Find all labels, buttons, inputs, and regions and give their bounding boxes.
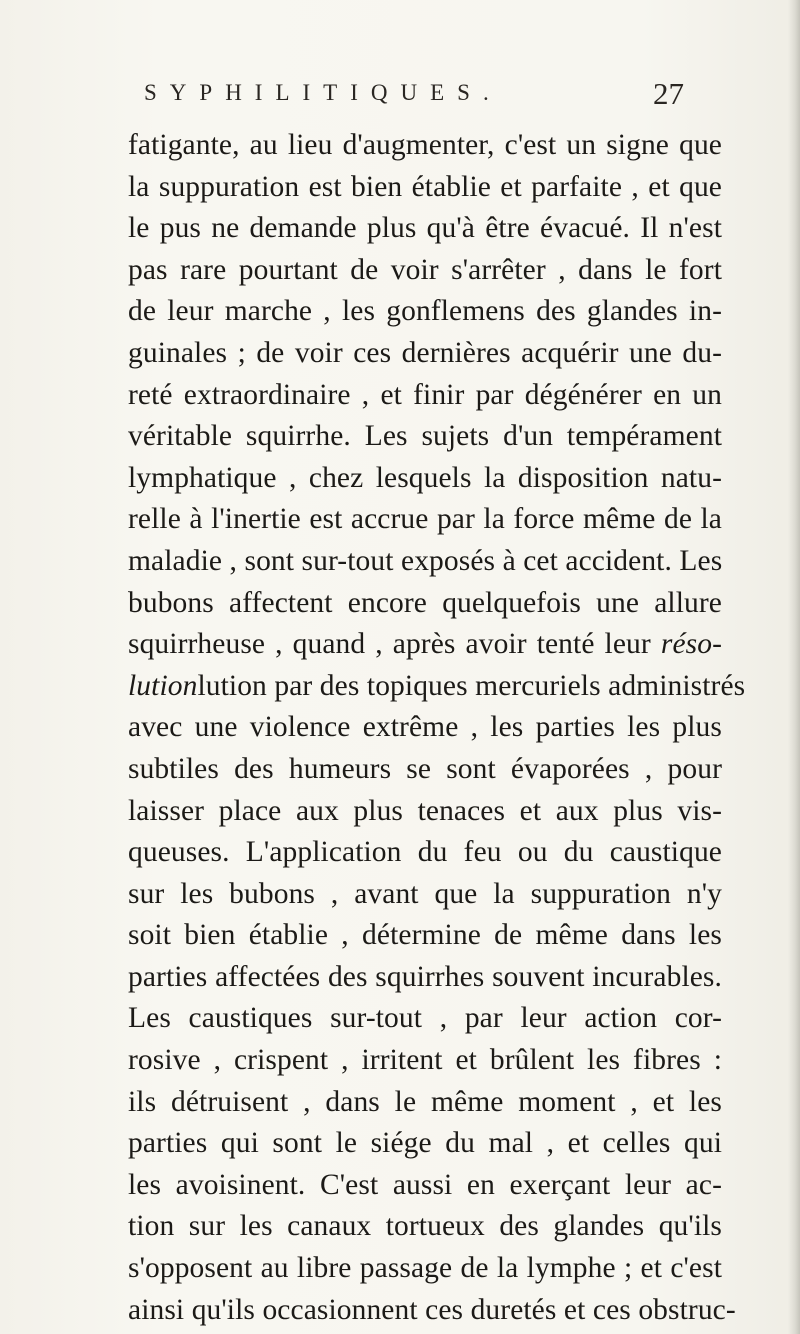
text-line: lymphatique , chez lesquels la disposition natu- (128, 461, 722, 494)
text-line: soit bien établie , détermine de même dans les (128, 919, 722, 952)
text-line: de leur marche , les gonflemens des glandes in- (128, 295, 722, 328)
text-line-with-italic (128, 624, 722, 666)
text-line: pas rare pourtant de voir s'arrêter , dans le fort (128, 253, 722, 286)
text-line: maladie , sont sur-tout exposés à cet accident. Les (128, 544, 723, 577)
page-edge-shadow (788, 0, 800, 1334)
text-line: bubons affectent encore quelquefois une allure (128, 586, 722, 619)
text-line: ils détruisent , dans le même moment , et les (128, 1085, 722, 1118)
text-line: parties affectées des squirrhes souvent incurables. (128, 960, 722, 993)
italic-word-fragment: lution (128, 669, 198, 702)
text-line: les avoisinent. C'est aussi en exerçant leur ac- (128, 1168, 722, 1201)
text-line-part: squirrheuse , quand , après avoir tenté leur (128, 628, 661, 661)
running-head (130, 76, 690, 116)
text-line: rosive , crispent , irritent et brûlent les fibres : (128, 1044, 722, 1077)
text-line-with-italic (128, 666, 746, 708)
italic-word-fragment: réso- (660, 628, 722, 661)
text-line: fatigante, au lieu d'augmenter, c'est un signe que (128, 129, 722, 161)
text-line: queuses. L'application du feu ou du caustique (128, 836, 722, 869)
text-line: la suppuration est bien établie et parfaite , et que (128, 170, 722, 203)
text-line: relle à l'inertie est accrue par la force même de la (128, 503, 722, 536)
text-line: sur les bubons , avant que la suppuration n'y (128, 877, 722, 910)
text-line: Les caustiques sur-tout , par leur action cor- (128, 1002, 722, 1035)
text-line: tion sur les canaux tortueux des glandes qu'ils (128, 1210, 722, 1243)
text-line: guinales ; de voir ces dernières acquérir une du- (128, 336, 722, 369)
text-line-part: lution par des topiques mercuriels administrés (197, 669, 746, 702)
text-line: le pus ne demande plus qu'à être évacué. Il n'est (128, 212, 722, 245)
text-line: parties qui sont le siége du mal , et celles qui (128, 1127, 722, 1160)
text-line: reté extraordinaire , et finir par dégénérer en un (128, 378, 722, 411)
text-line: s'opposent au libre passage de la lymphe ; et c'est (128, 1252, 722, 1285)
page-number: 27 (653, 76, 684, 111)
text-line: subtiles des humeurs se sont évaporées , pour (128, 752, 722, 785)
text-line: laisser place aux plus tenaces et aux plus vis- (128, 794, 722, 827)
text-line: véritable squirrhe. Les sujets d'un tempérament (128, 420, 722, 453)
text-line: avec une violence extrême , les parties les plus (128, 711, 722, 744)
text-line: ainsi qu'ils occasionnent ces duretés et ces obstruc- (128, 1293, 736, 1326)
running-title: SYPHILITIQUES. (144, 80, 502, 105)
body-text (128, 125, 746, 1331)
